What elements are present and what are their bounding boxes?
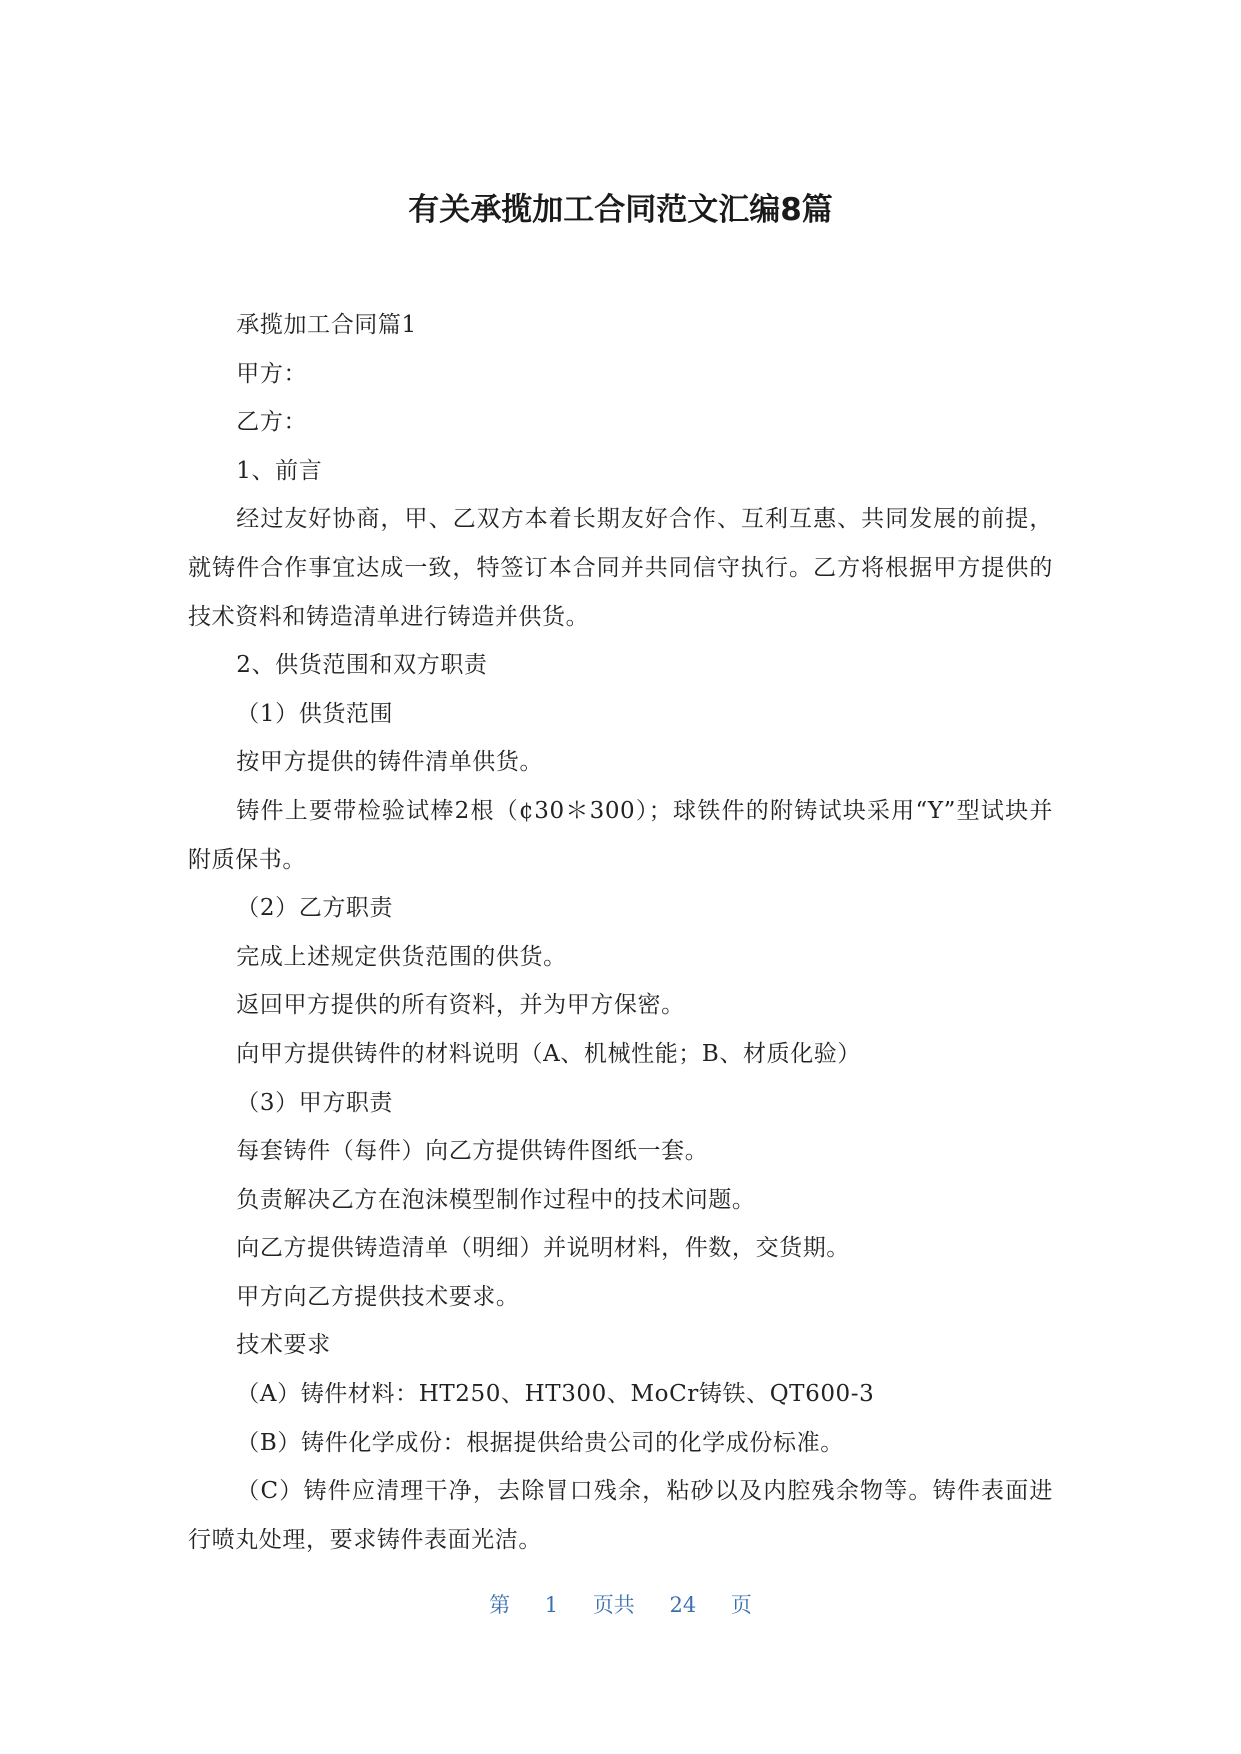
paragraph: 经过友好协商，甲、乙双方本着长期友好合作、互利互惠、共同发展的前提，就铸件合作事宜达成一致，特签订本合同并共同信守执行。乙方将根据甲方提供的技术资料和铸造清单进行铸造并供货。 — [188, 506, 1053, 630]
footer-prefix: 第 — [489, 1593, 511, 1617]
paragraph: （B）铸件化学成份：根据提供给贵公司的化学成份标准。 — [236, 1429, 844, 1456]
page-footer — [0, 1590, 1241, 1620]
footer-middle: 页共 — [592, 1593, 635, 1617]
paragraph: 按甲方提供的铸件清单供货。 — [236, 749, 544, 776]
clause-heading: 1、前言 — [236, 457, 323, 484]
paragraph: （A）铸件材料：HT250、HT300、MoCr铸铁、QT600-3 — [236, 1381, 875, 1408]
subclause-heading: （3）甲方职责 — [236, 1089, 394, 1116]
subclause-heading: （1）供货范围 — [236, 700, 394, 727]
paragraph: 负责解决乙方在泡沫模型制作过程中的技术问题。 — [236, 1186, 756, 1213]
footer-suffix: 页 — [730, 1593, 752, 1617]
paragraph: （C）铸件应清理干净，去除冒口残余，粘砂以及内腔残余物等。铸件表面进行喷丸处理，要求铸件表面光洁。 — [188, 1478, 1053, 1553]
footer-current-page: 1 — [544, 1593, 559, 1617]
document-title: 有关承揽加工合同范文汇编8篇 — [408, 192, 833, 228]
paragraph: 完成上述规定供货范围的供货。 — [236, 943, 567, 970]
paragraph: 甲方向乙方提供技术要求。 — [236, 1283, 520, 1310]
party-a-line: 甲方： — [236, 360, 308, 387]
footer-total-pages: 24 — [669, 1593, 697, 1617]
paragraph: 铸件上要带检验试棒2根（¢30＊300）；球铁件的附铸试块采用“Y”型试块并附质保书。 — [188, 797, 1053, 873]
section-heading: 承揽加工合同篇1 — [236, 312, 417, 338]
subclause-heading: （2）乙方职责 — [236, 895, 394, 922]
paragraph: 向乙方提供铸造清单（明细）并说明材料，件数，交货期。 — [236, 1235, 850, 1262]
subclause-heading: 技术要求 — [236, 1332, 331, 1359]
paragraph: 每套铸件（每件）向乙方提供铸件图纸一套。 — [236, 1138, 709, 1165]
paragraph: 向甲方提供铸件的材料说明（A、机械性能；B、材质化验） — [236, 1040, 862, 1067]
clause-heading: 2、供货范围和双方职责 — [236, 652, 488, 679]
document-body — [188, 301, 1053, 1564]
party-b-line: 乙方： — [236, 409, 308, 436]
paragraph: 返回甲方提供的所有资料，并为甲方保密。 — [236, 992, 685, 1019]
